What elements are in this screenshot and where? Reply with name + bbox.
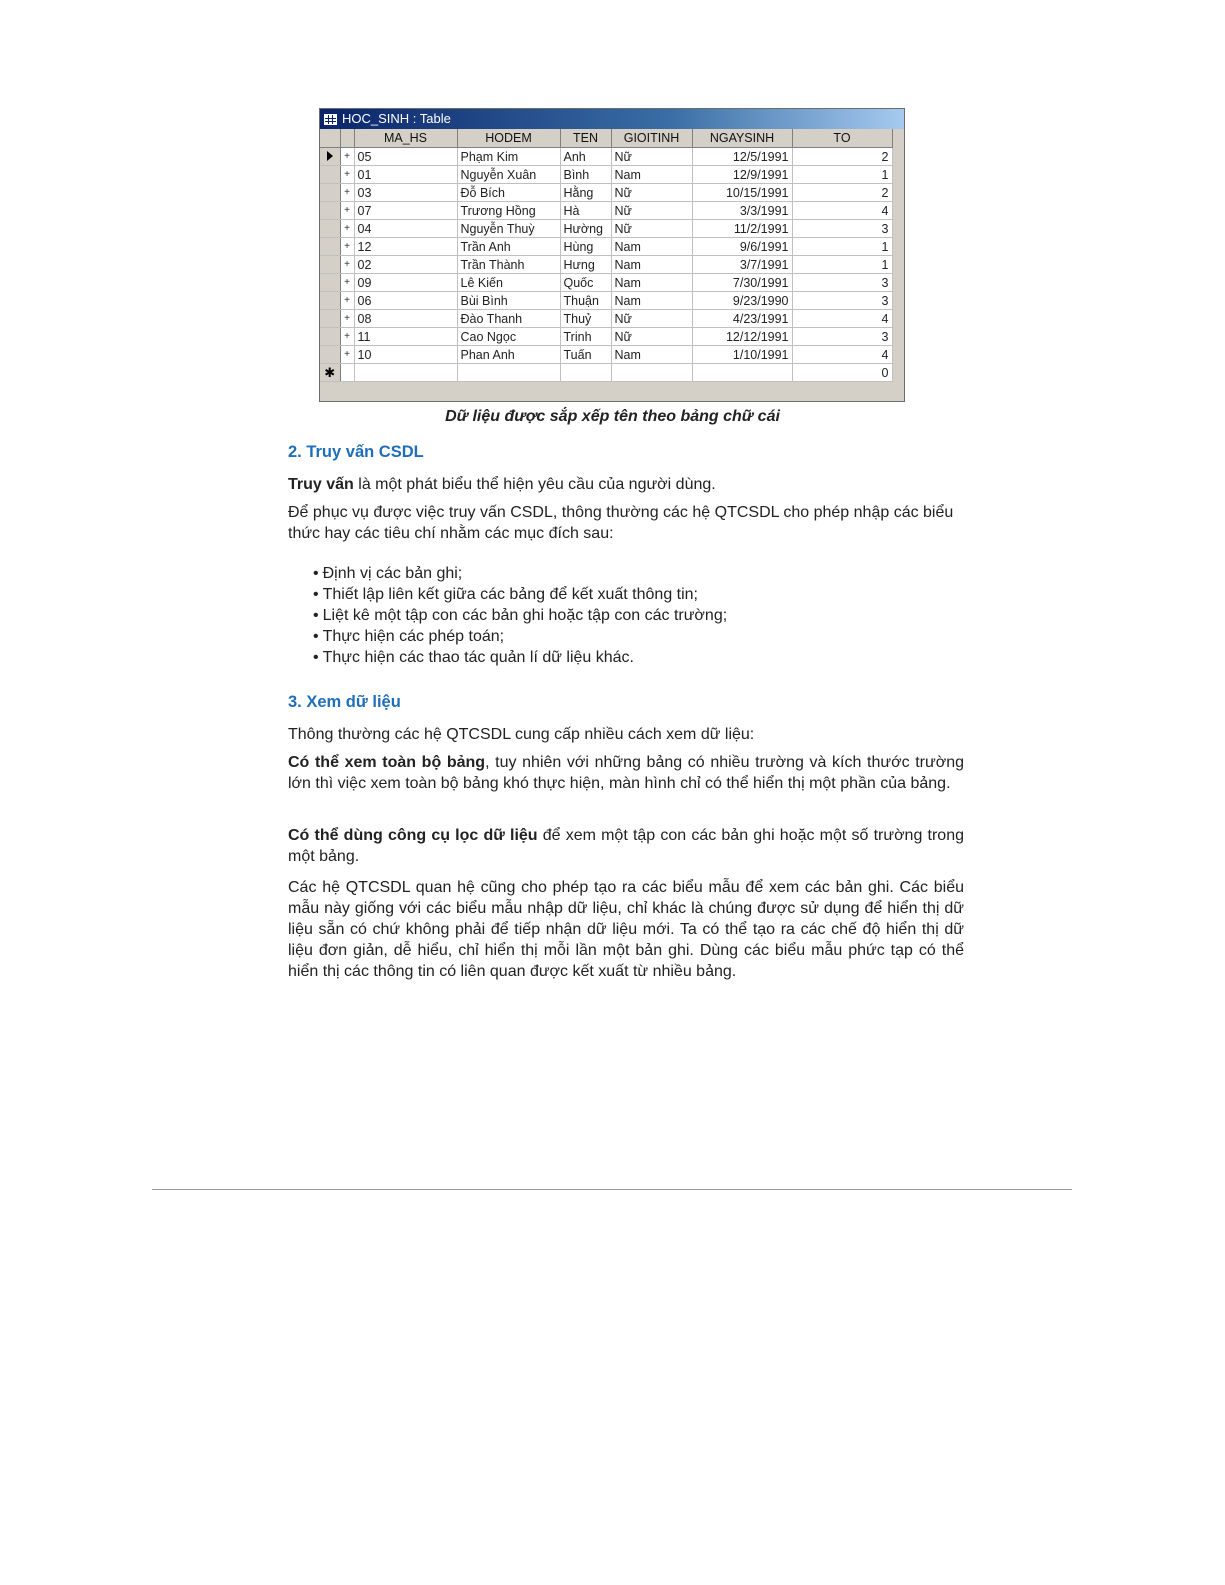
cell-ma-hs[interactable]: 06: [354, 292, 457, 310]
purpose-list: [313, 563, 727, 668]
cell-ma-hs[interactable]: 11: [354, 328, 457, 346]
cell-ma-hs[interactable]: 01: [354, 166, 457, 184]
section-2-paragraph-1: [288, 474, 964, 495]
cell-ten[interactable]: Hưng: [560, 256, 611, 274]
record-selector[interactable]: [320, 148, 340, 166]
corner-selector[interactable]: [320, 129, 340, 148]
cell-hodem[interactable]: Đỗ Bích: [457, 184, 560, 202]
column-header-hodem[interactable]: HODEM: [457, 129, 560, 148]
record-selector[interactable]: [320, 310, 340, 328]
cell-hodem[interactable]: Trương Hồng: [457, 202, 560, 220]
cell-to[interactable]: 1: [792, 238, 892, 256]
cell-ten[interactable]: Thuỷ: [560, 310, 611, 328]
cell-gioitinh[interactable]: Nam: [611, 274, 692, 292]
cell-hodem[interactable]: Bùi Bình: [457, 292, 560, 310]
record-selector[interactable]: [320, 202, 340, 220]
expand-header: [340, 129, 354, 148]
cell-ngaysinh[interactable]: 1/10/1991: [692, 346, 792, 364]
record-selector[interactable]: [320, 274, 340, 292]
cell-ngaysinh[interactable]: 3/3/1991: [692, 202, 792, 220]
cell-gioitinh[interactable]: Nam: [611, 346, 692, 364]
section-3-paragraph-1: Thông thường các hệ QTCSDL cung cấp nhiều cách xem dữ liệu:: [288, 726, 755, 743]
cell-new[interactable]: [611, 364, 692, 382]
cell-gioitinh[interactable]: Nam: [611, 238, 692, 256]
expand-icon[interactable]: +: [340, 274, 354, 292]
table-row[interactable]: [320, 220, 892, 238]
cell-ma-hs[interactable]: 05: [354, 148, 457, 166]
expand-icon[interactable]: +: [340, 202, 354, 220]
cell-gioitinh[interactable]: Nam: [611, 292, 692, 310]
table-row[interactable]: [320, 292, 892, 310]
record-selector[interactable]: [320, 238, 340, 256]
cell-ma-hs[interactable]: 08: [354, 310, 457, 328]
column-header-ten[interactable]: TEN: [560, 129, 611, 148]
cell-ma-hs[interactable]: 07: [354, 202, 457, 220]
cell-to[interactable]: 3: [792, 274, 892, 292]
cell-new[interactable]: [560, 364, 611, 382]
section-2-paragraph-2: Để phục vụ được việc truy vấn CSDL, thông thường các hệ QTCSDL cho phép nhập các biểu thức hay các tiêu chí nhằm các mục đích sau:: [288, 504, 954, 542]
table-icon: [324, 114, 337, 125]
cell-gioitinh[interactable]: Nữ: [611, 328, 692, 346]
header-row: [320, 129, 892, 148]
cell-ten[interactable]: Tuấn: [560, 346, 611, 364]
table-row[interactable]: [320, 166, 892, 184]
table-row[interactable]: [320, 184, 892, 202]
section-3-paragraph-2: [288, 752, 964, 794]
expand-icon[interactable]: +: [340, 256, 354, 274]
table-row[interactable]: [320, 238, 892, 256]
cell-to[interactable]: 2: [792, 148, 892, 166]
cell-to[interactable]: 3: [792, 328, 892, 346]
cell-new[interactable]: [354, 364, 457, 382]
cell-hodem[interactable]: Trần Anh: [457, 238, 560, 256]
datasheet-grid: [320, 129, 893, 382]
cell-to[interactable]: 1: [792, 256, 892, 274]
column-header-ngaysinh[interactable]: NGAYSINH: [692, 129, 792, 148]
table-row[interactable]: [320, 346, 892, 364]
page-divider: [152, 1189, 1072, 1190]
expand-icon[interactable]: +: [340, 346, 354, 364]
window-title-bar[interactable]: [320, 109, 904, 129]
cell-ten[interactable]: Trinh: [560, 328, 611, 346]
cell-to[interactable]: 3: [792, 292, 892, 310]
new-record-asterisk-icon: ✱: [324, 364, 336, 380]
cell-ten[interactable]: Hằng: [560, 184, 611, 202]
column-header-gioitinh[interactable]: GIOITINH: [611, 129, 692, 148]
cell-ma-hs[interactable]: 12: [354, 238, 457, 256]
expand-icon[interactable]: +: [340, 328, 354, 346]
cell-ten[interactable]: Thuận: [560, 292, 611, 310]
cell-gioitinh[interactable]: Nữ: [611, 220, 692, 238]
cell-gioitinh[interactable]: Nữ: [611, 202, 692, 220]
record-selector[interactable]: [320, 166, 340, 184]
cell-new[interactable]: 0: [792, 364, 892, 382]
bold-term: Truy vấn: [288, 476, 354, 493]
new-record-selector[interactable]: [320, 364, 340, 382]
cell-hodem[interactable]: Nguyễn Xuân: [457, 166, 560, 184]
record-selector[interactable]: [320, 220, 340, 238]
cell-gioitinh[interactable]: Nam: [611, 256, 692, 274]
record-selector[interactable]: [320, 328, 340, 346]
cell-to[interactable]: 4: [792, 310, 892, 328]
figure-caption: Dữ liệu được sắp xếp tên theo bảng chữ cái: [445, 408, 780, 425]
cell-hodem[interactable]: Nguyễn Thuỳ: [457, 220, 560, 238]
section-3-heading: 3. Xem dữ liệu: [288, 693, 401, 711]
cell-to[interactable]: 1: [792, 166, 892, 184]
expand-icon[interactable]: +: [340, 292, 354, 310]
record-selector[interactable]: [320, 292, 340, 310]
bold-term: Có thể xem toàn bộ bảng: [288, 754, 486, 771]
cell-to[interactable]: 2: [792, 184, 892, 202]
paragraph-text: để xem một tập con các bản ghi hoặc một số trường trong một bảng.: [288, 827, 964, 865]
cell-hodem[interactable]: Lê Kiến: [457, 274, 560, 292]
record-selector[interactable]: [320, 256, 340, 274]
table-row[interactable]: [320, 310, 892, 328]
cell-hodem[interactable]: Phạm Kim: [457, 148, 560, 166]
list-item: • Thiết lập liên kết giữa các bảng để kết xuất thông tin;: [313, 584, 727, 605]
cell-hodem[interactable]: Phan Anh: [457, 346, 560, 364]
new-record-row[interactable]: [320, 364, 892, 382]
cell-ten[interactable]: Anh: [560, 148, 611, 166]
cell-ngaysinh[interactable]: 10/15/1991: [692, 184, 792, 202]
cell-ngaysinh[interactable]: 12/9/1991: [692, 166, 792, 184]
expand-icon[interactable]: +: [340, 220, 354, 238]
current-record-arrow-icon: [327, 151, 333, 161]
section-3-paragraph-4: Các hệ QTCSDL quan hệ cũng cho phép tạo ra các biểu mẫu để xem các bản ghi. Các biểu mẫu này giống với các biểu mẫu nhập dữ liệu, chỉ khác là chúng được sử dụng để hiển thị dữ liệu sẵn có chứ không phải để tiếp nhận dữ liệu mới. Ta có thể tạo ra các chế độ hiển thị dữ liệu đơn giản, dễ hiểu, chỉ hiển thị mỗi lần một bản ghi. Dùng các biểu mẫu phức tạp có thể hiển thị các thông tin có liên quan được kết xuất từ nhiều bảng.: [288, 879, 964, 980]
cell-to[interactable]: 4: [792, 202, 892, 220]
record-selector[interactable]: [320, 346, 340, 364]
cell-to[interactable]: 3: [792, 220, 892, 238]
cell-gioitinh[interactable]: Nữ: [611, 184, 692, 202]
cell-ngaysinh[interactable]: 9/23/1990: [692, 292, 792, 310]
expand-icon[interactable]: +: [340, 184, 354, 202]
cell-ten[interactable]: Bình: [560, 166, 611, 184]
cell-hodem[interactable]: Trần Thành: [457, 256, 560, 274]
section-3-paragraph-3: [288, 825, 964, 867]
cell-ma-hs[interactable]: 04: [354, 220, 457, 238]
cell-to[interactable]: 4: [792, 346, 892, 364]
window-title: HOC_SINH : Table: [342, 111, 451, 126]
cell-ma-hs[interactable]: 02: [354, 256, 457, 274]
cell-ten[interactable]: Hường: [560, 220, 611, 238]
list-item: • Liệt kê một tập con các bản ghi hoặc tập con các trường;: [313, 605, 727, 626]
section-2-heading: 2. Truy vấn CSDL: [288, 443, 424, 461]
cell-ngaysinh[interactable]: 12/12/1991: [692, 328, 792, 346]
cell-ten[interactable]: Hà: [560, 202, 611, 220]
cell-hodem[interactable]: Cao Ngọc: [457, 328, 560, 346]
expand-icon[interactable]: +: [340, 148, 354, 166]
table-row[interactable]: [320, 256, 892, 274]
list-item: • Thực hiện các phép toán;: [313, 626, 727, 647]
cell-ten[interactable]: Quốc: [560, 274, 611, 292]
cell-gioitinh[interactable]: Nữ: [611, 310, 692, 328]
cell-gioitinh[interactable]: Nữ: [611, 148, 692, 166]
column-header-to[interactable]: TO: [792, 129, 892, 148]
paragraph-text: là một phát biểu thể hiện yêu cầu của người dùng.: [353, 476, 716, 493]
cell-new[interactable]: [692, 364, 792, 382]
cell-ngaysinh[interactable]: 4/23/1991: [692, 310, 792, 328]
cell-ngaysinh[interactable]: 11/2/1991: [692, 220, 792, 238]
cell-ma-hs[interactable]: 10: [354, 346, 457, 364]
cell-ten[interactable]: Hùng: [560, 238, 611, 256]
table-row[interactable]: [320, 328, 892, 346]
table-row[interactable]: [320, 148, 892, 166]
cell-ngaysinh[interactable]: 12/5/1991: [692, 148, 792, 166]
bold-term: Có thể dùng công cụ lọc dữ liệu: [288, 827, 538, 844]
list-item: • Thực hiện các thao tác quản lí dữ liệu khác.: [313, 647, 727, 668]
expand-icon[interactable]: +: [340, 310, 354, 328]
paragraph-text: , tuy nhiên với những bảng có nhiều trường và kích thước trường lớn thì việc xem toàn bộ bảng khó thực hiện, màn hình chỉ có thể hiển thị một phần của bảng.: [288, 754, 964, 792]
cell-ma-hs[interactable]: 03: [354, 184, 457, 202]
cell-ma-hs[interactable]: 09: [354, 274, 457, 292]
expand-cell[interactable]: [340, 364, 354, 382]
expand-icon[interactable]: +: [340, 238, 354, 256]
column-header-ma-hs[interactable]: MA_HS: [354, 129, 457, 148]
table-window: [319, 108, 905, 402]
cell-ngaysinh[interactable]: 9/6/1991: [692, 238, 792, 256]
table-row[interactable]: [320, 202, 892, 220]
cell-ngaysinh[interactable]: 7/30/1991: [692, 274, 792, 292]
list-item: • Định vị các bản ghi;: [313, 563, 727, 584]
table-row[interactable]: [320, 274, 892, 292]
cell-ngaysinh[interactable]: 3/7/1991: [692, 256, 792, 274]
cell-hodem[interactable]: Đào Thanh: [457, 310, 560, 328]
record-selector[interactable]: [320, 184, 340, 202]
cell-new[interactable]: [457, 364, 560, 382]
cell-gioitinh[interactable]: Nam: [611, 166, 692, 184]
expand-icon[interactable]: +: [340, 166, 354, 184]
